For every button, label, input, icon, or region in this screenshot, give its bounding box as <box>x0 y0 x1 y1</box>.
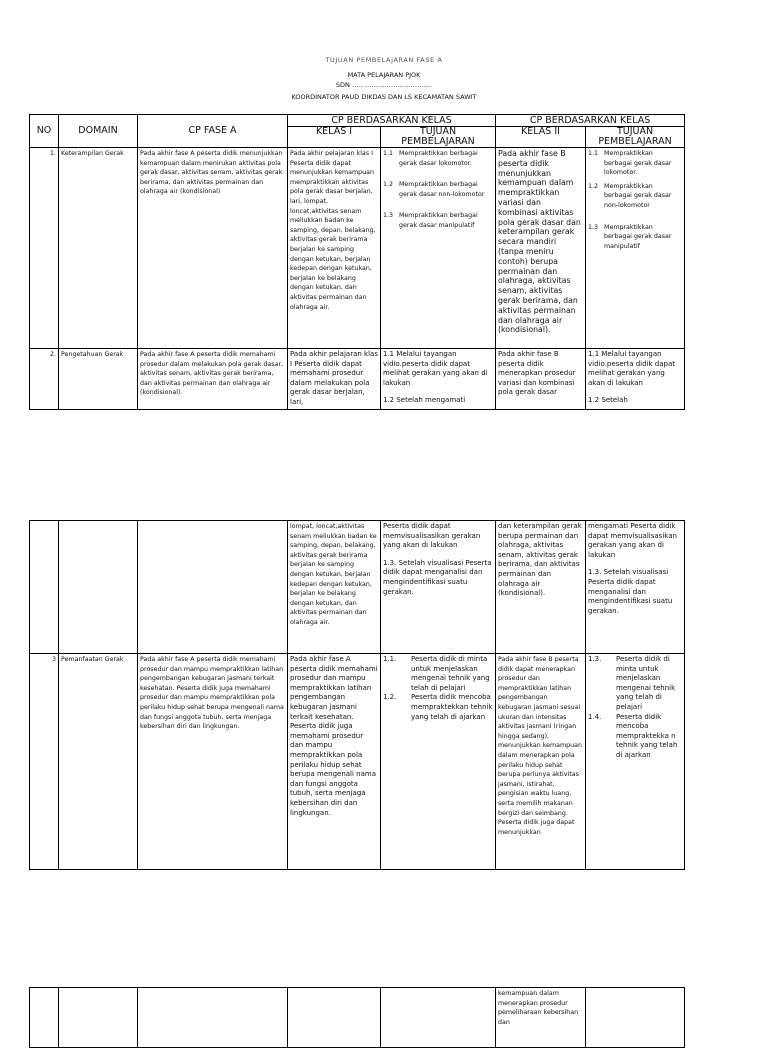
row-domain: Keterampilan Gerak <box>59 148 138 349</box>
row-tujuan-1: 1.1 Melalui tayangan vidio.peserta didik dapat melihat gerakan yang akan di lakukan 1.2 Setelah mengamati <box>381 349 496 410</box>
list-item: 1.4. Peserta didik mencoba mempraktekka n tehnik yang telah di ajarkan <box>588 712 678 759</box>
row-cp-kelas-2: Pada akhir fase B peserta didik menunjukkan kemampuan dalam mempraktikkan variasi dan kombinasi aktivitas pola gerak dasar dan keterampilan gerak secara mandiri (tanpa meniru contoh) berupa permainan dan olahraga, aktivitas senam, aktivitas gerak berirama, dan aktivitas permainan dan olahraga air (kondisional). <box>496 148 586 349</box>
header-tujuan-1: TUJUAN PEMBELAJARAN <box>381 127 496 148</box>
table-row <box>30 988 685 1048</box>
tp-table-page-2 <box>29 520 685 870</box>
row-cp-kelas-1-empty <box>288 988 381 1048</box>
doc-school: SDN ………………………………. <box>335 81 433 89</box>
row-tujuan-2: mengamati Peserta didik dapat memvisualisasikan gerakan yang akan di lakukan 1.3. Setelah visualisasi Peserta didik dapat menganalisi dan mengindentifikasi suatu gerakan. <box>586 521 685 654</box>
header-kelas-1: KELAS I <box>288 127 381 148</box>
row-tujuan-2-empty <box>586 988 685 1048</box>
row-cp-kelas-2: Pada akhir fase B peserta didik menerapkan prosedur variasi dan kombinasi pola gerak dasar <box>496 349 586 410</box>
list-item: 1.3. Peserta didik di minta untuk menjelaskan mengenai tehnik yang telah di pelajari <box>588 655 676 711</box>
header-tujuan-2: TUJUAN PEMBELAJARAN <box>586 127 685 148</box>
list-item: 1.3 Mempraktikkan berbagai gerak dasar manipulatif <box>588 223 672 250</box>
row-cp-kelas-2: Pada akhir fase B peserta didik dapat menerapkan prosedur dan mempraktikkan latihan pengembangan kebugaran jasmani sesuai ukuran dan intensitas aktivitas jasmani (ringan hingga sedang), menunjukkan kemampuan dalam menerapkan pola perilaku hidup sehat berupa perlunya aktivitas jasmani, istirahat, pengisian waktu luang, serta memilih makanan bergizi dan seimbang. Peserta didik juga dapat menunjukkan <box>496 654 586 870</box>
row-number-empty <box>30 988 59 1048</box>
list-item: 1.2 Mempraktikkan berbagai gerak dasar non-lokomotor <box>588 182 672 209</box>
header-domain: DOMAIN <box>59 115 138 148</box>
row-tujuan-1 <box>381 148 496 349</box>
row-number: 1. <box>30 148 59 349</box>
table-row <box>30 654 685 870</box>
row-domain-empty <box>59 988 138 1048</box>
table-row <box>30 521 685 654</box>
header-cp-kelas-group-1: CP BERDASARKAN KELAS <box>288 115 496 127</box>
table-row <box>30 148 685 349</box>
row-domain-empty <box>59 521 138 654</box>
row-tujuan-2 <box>586 148 685 349</box>
row-tujuan-1 <box>381 654 496 870</box>
row-cp-kelas-1: Pada akhir pelajaran klas I Peserta didik dapat memahami prosedur dalam melakukan pola gerak dasar berjalan, lari, <box>288 349 381 410</box>
row-tujuan-1-empty <box>381 988 496 1048</box>
list-item: 1.2 Mempraktikkan berbagai gerak dasar non-lokomotor <box>383 181 485 198</box>
row-cp-kelas-2: kemampuan dalam menerapkan prosedur pemeliharaan kebersihan dan <box>496 988 586 1048</box>
list-item: 1.1 Mempraktikkan berbagai gerak dasar lokomotor. <box>383 150 478 167</box>
row-domain: Pengetahuan Gerak <box>59 349 138 410</box>
tp-table-page-3 <box>29 987 685 1048</box>
list-item: 1.1 Mempraktikkan berbagai gerak dasar lokomotor. <box>588 150 672 177</box>
row-number: 2. <box>30 349 59 410</box>
row-cp-fase: Pada akhir fase A peserta didik menunjukkan kemampuan dalam menirukan aktivitas pola gerak dasar, aktivitas senam, aktivitas gerak berirama, dan aktivitas permainan dan olahraga air (kondisional) <box>138 148 288 349</box>
list-item: 1.1. Peserta didik di minta untuk menjelaskan mengenai tehnik yang telah di pelajari <box>383 655 490 692</box>
row-domain: Pemanfaatan Gerak <box>59 654 138 870</box>
doc-subject: MATA PELAJARAN PJOK <box>347 71 421 79</box>
row-cp-fase-empty <box>138 521 288 654</box>
row-tujuan-2 <box>586 654 685 870</box>
row-cp-fase: Pada akhir fase A peserta didik memahami prosedur dalam melakukan pola gerak dasar, aktivitas senam, aktivitas gerak berirama, dan aktivitas permainan dan olahraga air (kondisional). <box>138 349 288 410</box>
list-item: 1.3 Mempraktikkan berbagai gerak dasar manipulatif <box>383 212 478 229</box>
header-kelas-2: KELAS II <box>496 127 586 148</box>
row-cp-fase-empty <box>138 988 288 1048</box>
row-number-empty <box>30 521 59 654</box>
table-row <box>30 349 685 410</box>
header-cp-kelas-group-2: CP BERDASARKAN KELAS <box>496 115 685 127</box>
header-no: NO <box>30 115 59 148</box>
header-cp-fase: CP FASE A <box>138 115 288 148</box>
doc-title: TUJUAN PEMBELAJARAN FASE A <box>325 56 443 64</box>
row-tujuan-2: 1.1 Melalui tayangan vidio.peserta didik dapat melihat gerakan yang akan di lakukan 1.2 Setelah <box>586 349 685 410</box>
row-cp-kelas-1: lompat, loncat,aktivitas senam meliukkan badan ke samping, depan, belakang, aktivitas gerak berirama berjalan ke samping dengan ketukan, berjalan kedepan dengan ketukan, berjalan ke belakang dengan ketukan, dan aktivitas permainan dan olahraga air. <box>288 521 381 654</box>
row-cp-kelas-2: dan keterampilan gerak berupa permainan dan olahraga, aktivitas senam, aktivitas gerak berirama, dan aktivitas permainan dan olahraga air (kondisional). <box>496 521 586 654</box>
list-item: 1.2. Peserta didik mencoba mempraktekkan tehnik yang telah di ajarkan <box>383 693 493 721</box>
row-cp-fase: Pada akhir fase A peserta didik memahami prosedur dan mampu mempraktikkan latihan pengembangan kebugaran jasmani terkait kesehatan. Peserta didik juga memahami prosedur dan mampu mempraktikkan pola perilaku hidup sehat berupa mengenali nama dan fungsi anggota tubuh, serta menjaga kebersihan diri dan lingkungan. <box>138 654 288 870</box>
tp-table-page-1 <box>29 114 685 410</box>
row-cp-kelas-1: Pada akhir fase A peserta didik memahami prosedur dan mampu mempraktikkan latihan pengembangan kebugaran jasmani terkait kesehatan. Peserta didik juga memahami prosedur dan mampu mempraktikkan pola perilaku hidup sehat berupa mengenali nama dan fungsi anggota tubuh, serta menjaga kebersihan diri dan lingkungan. <box>288 654 381 870</box>
header-row-1 <box>30 115 685 127</box>
row-number: 3 <box>30 654 59 870</box>
doc-coordinator: KOORDINATOR PAUD DIKDAS DAN LS KECAMATAN SAWIT <box>291 93 477 101</box>
row-tujuan-1: Peserta didik dapat memvisualisasikan gerakan yang akan di lakukan 1.3. Setelah visualisasi Peserta didik dapat menganalisi dan mengindentifikasi suatu gerakan. <box>381 521 496 654</box>
row-cp-kelas-1: Pada akhir pelajaran klas I Peserta didik dapat menunjukkan kemampuan mempraktikkan aktivitas pola gerak dasar berjalan, lari, lompat, loncat,aktivitas senam meliukkan badan ke samping, depan, belakang, aktivitas gerak berirama berjalan ke samping dengan ketukan, berjalan kedepan dengan ketukan, berjalan ke belakang dengan ketukan, dan aktivitas permainan dan olahraga air. <box>288 148 381 349</box>
